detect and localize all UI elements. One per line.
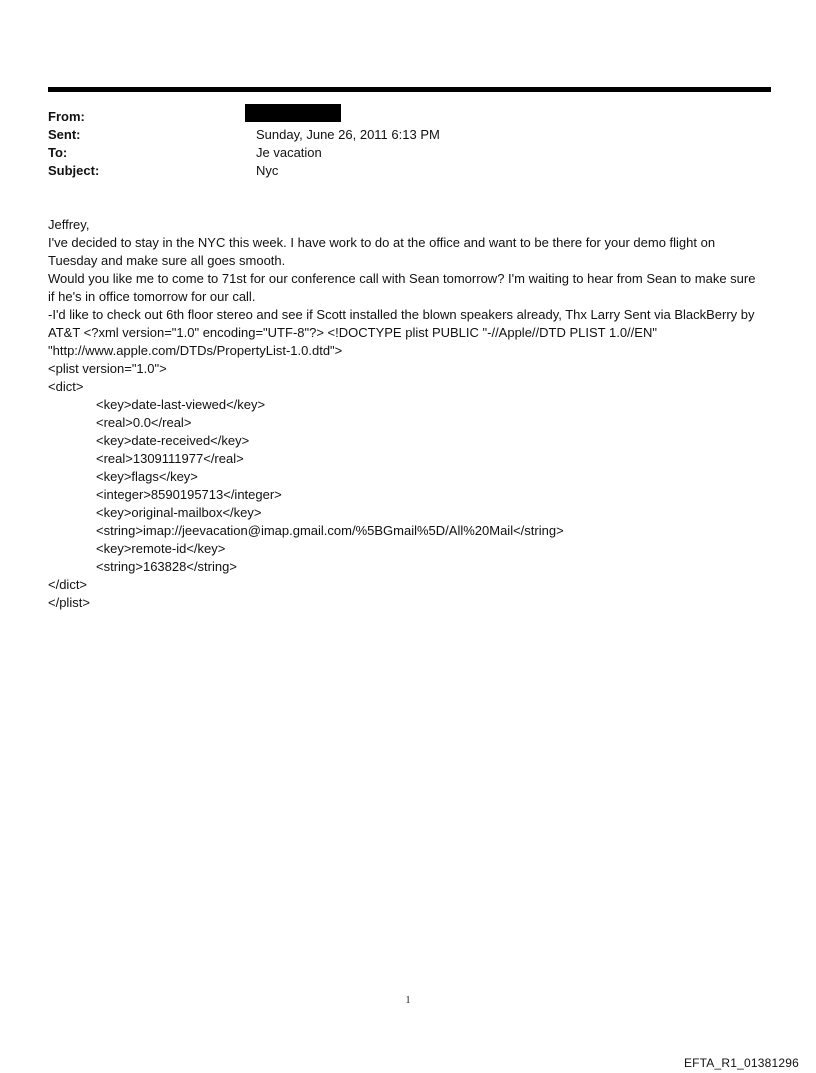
greeting: Jeffrey, xyxy=(48,217,90,232)
xml-line: <key>date-received</key> xyxy=(96,433,250,448)
redacted-sender-block xyxy=(245,104,341,122)
dict-open-tag: <dict> xyxy=(48,379,84,394)
subject-row xyxy=(48,162,748,180)
dict-close-tag: </dict> xyxy=(48,577,88,592)
from-label: From: xyxy=(48,109,85,124)
paragraph-1: I've decided to stay in the NYC this week. I have work to do at the office and want to be there for your demo flight on Tuesday and make sure all goes smooth. xyxy=(48,235,716,268)
sent-value: Sunday, June 26, 2011 6:13 PM xyxy=(256,127,440,142)
xml-line: <key>date-last-viewed</key> xyxy=(96,397,266,412)
to-row xyxy=(48,144,748,162)
subject-value: Nyc xyxy=(256,163,279,178)
xml-line: <string>163828</string> xyxy=(96,559,237,574)
plist-open-tag: <plist version="1.0"> xyxy=(48,361,167,376)
xml-line: <key>original-mailbox</key> xyxy=(96,505,262,520)
email-header xyxy=(48,108,748,180)
plist-close-tag: </plist> xyxy=(48,595,90,610)
email-body xyxy=(48,216,763,612)
subject-label: Subject: xyxy=(48,163,100,178)
xml-line: <string>imap://jeevacation@imap.gmail.com/%5BGmail%5D/All%20Mail</string> xyxy=(96,523,564,538)
to-label: To: xyxy=(48,145,68,160)
xml-line: <integer>8590195713</integer> xyxy=(96,487,282,502)
page-number: 1 xyxy=(405,995,411,1006)
header-divider-rule xyxy=(48,87,771,92)
xml-line: <key>remote-id</key> xyxy=(96,541,226,556)
to-value: Je vacation xyxy=(256,145,322,160)
xml-line: <real>1309111977</real> xyxy=(96,451,244,466)
paragraph-2: Would you like me to come to 71st for our conference call with Sean tomorrow? I'm waiting to hear from Sean to make sure if he's in office tomorrow for our call. xyxy=(48,271,756,304)
paragraph-3: -I'd like to check out 6th floor stereo and see if Scott installed the blown speakers already, Thx Larry Sent via BlackBerry by AT&T <?xml version="1.0" encoding="UTF-8"?> <!DOCTYPE plist PUBLIC "-//Apple//DTD PLIST 1.0//EN" "http://www.apple.com/DTDs/PropertyList-1.0.dtd"> xyxy=(48,307,755,358)
from-row xyxy=(48,108,748,126)
xml-line: <real>0.0</real> xyxy=(96,415,192,430)
xml-line: <key>flags</key> xyxy=(96,469,198,484)
sent-label: Sent: xyxy=(48,127,81,142)
sent-row xyxy=(48,126,748,144)
document-id-stamp: EFTA_R1_01381296 xyxy=(683,1056,799,1070)
